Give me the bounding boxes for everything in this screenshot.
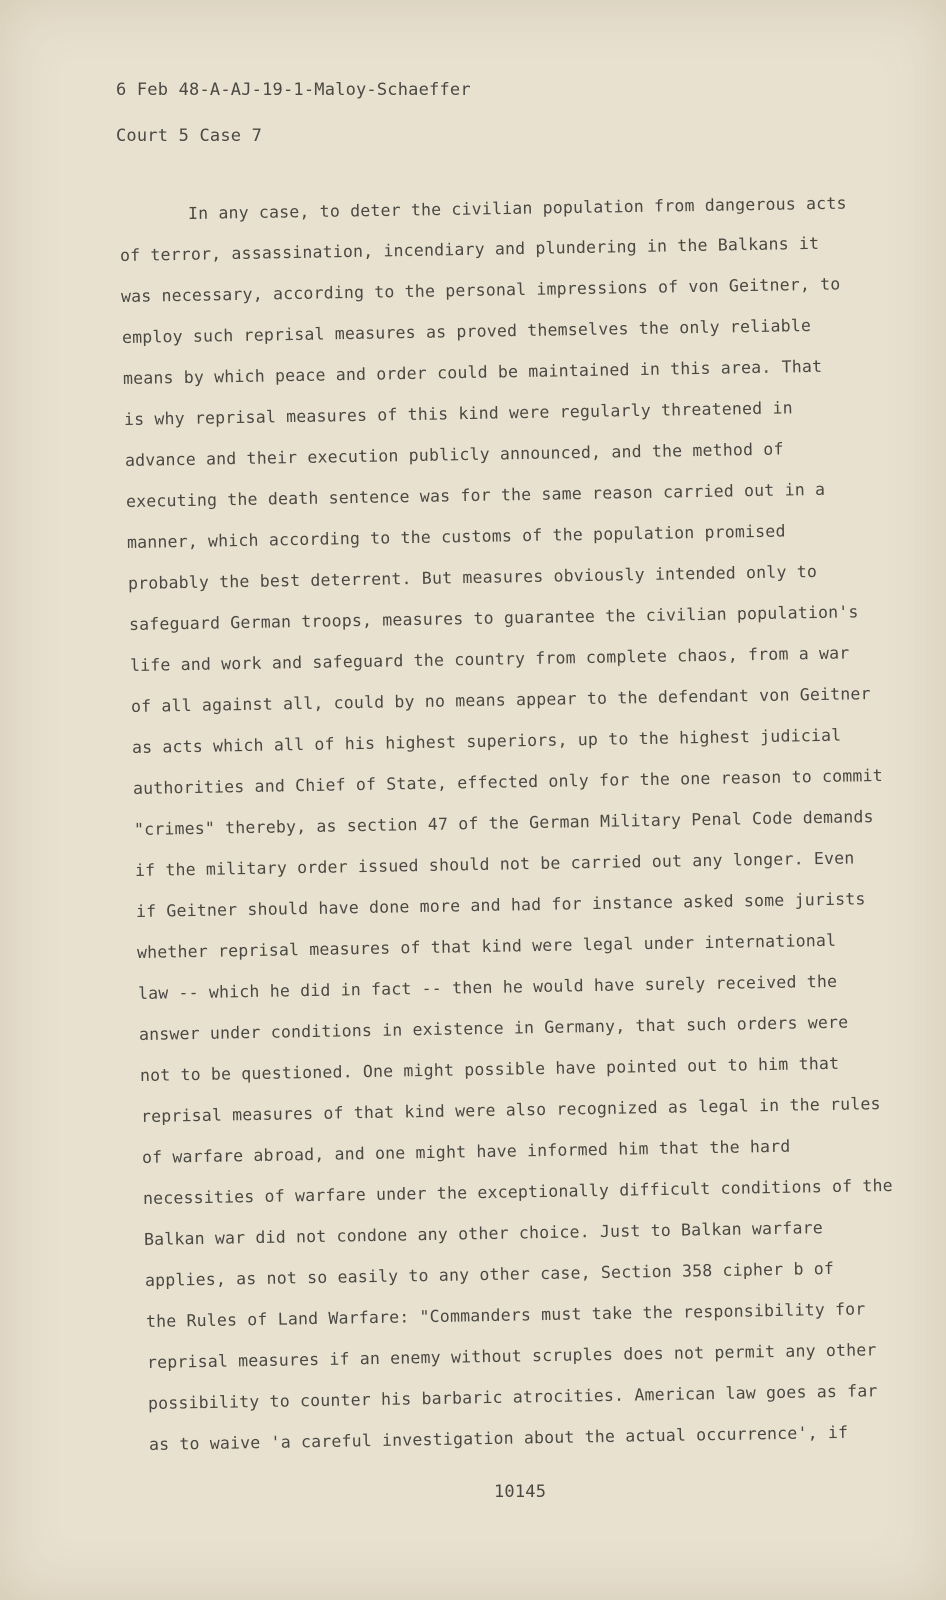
body-line: necessities of warfare under the exceptionally difficult conditions of the [142,1175,893,1208]
body-line: if the military order issued should not be carried out any longer. Even [134,848,855,880]
body-line: of warfare abroad, and one might have informed him that the hard [141,1136,791,1167]
body-line: means by which peace and order could be maintained in this area. That [122,356,823,388]
body-line: reprisal measures if an enemy without scruples does not permit any other [146,1340,877,1372]
body-line: life and work and safeguard the country from complete chaos, from a war [129,643,850,675]
court-case-label: Court 5 Case 7 [116,126,263,146]
body-line: reprisal measures of that kind were also recognized as legal in the rules [140,1094,881,1126]
body-line: manner, which according to the customs of the population promised [126,521,786,552]
body-line: applies, as not so easily to any other case, Section 358 cipher b of [144,1258,835,1290]
body-line: possibility to counter his barbaric atrocities. American law goes as far [147,1381,878,1413]
body-line: as to waive 'a careful investigation about the actual occurrence', if [148,1422,849,1454]
body-line: whether reprisal measures of that kind were legal under international [136,930,837,962]
body-line: of terror, assassination, incendiary and plundering in the Balkans it [119,233,820,265]
body-line: safeguard German troops, measures to guarantee the civilian population's [128,602,859,634]
document-reference: 6 Feb 48-A-AJ-19-1-Maloy-Schaeffer [116,80,471,100]
body-line: probably the best deterrent. But measures obviously intended only to [127,561,818,593]
body-line: not to be questioned. One might possible have pointed out to him that [139,1053,840,1085]
body-line: authorities and Chief of State, effected only for the one reason to commit [132,765,883,798]
body-line: of all against all, could by no means appear to the defendant von Geitner [130,684,871,716]
body-line: was necessary, according to the personal impressions of von Geitner, to [120,274,841,306]
body-line: is why reprisal measures of this kind were regularly threatened in [123,398,793,429]
body-line: answer under conditions in existence in Germany, that such orders were [138,1012,849,1044]
body-line: In any case, to deter the civilian population from dangerous acts [187,193,847,223]
page-number: 10145 [494,1482,547,1502]
body-line: the Rules of Land Warfare: "Commanders must take the responsibility for [145,1299,866,1331]
body-line: Balkan war did not condone any other choice. Just to Balkan warfare [143,1218,824,1249]
body-line: employ such reprisal measures as proved themselves the only reliable [121,315,812,347]
body-line: "crimes" thereby, as section 47 of the German Military Penal Code demands [133,807,874,839]
body-line: executing the death sentence was for the same reason carried out in a [125,479,826,511]
body-line: if Geitner should have done more and had for instance asked some jurists [135,889,866,921]
body-line: law -- which he did in fact -- then he would have surely received the [137,971,838,1003]
body-line: advance and their execution publicly announced, and the method of [124,439,784,470]
body-line: as acts which all of his highest superiors, up to the highest judicial [131,725,842,757]
